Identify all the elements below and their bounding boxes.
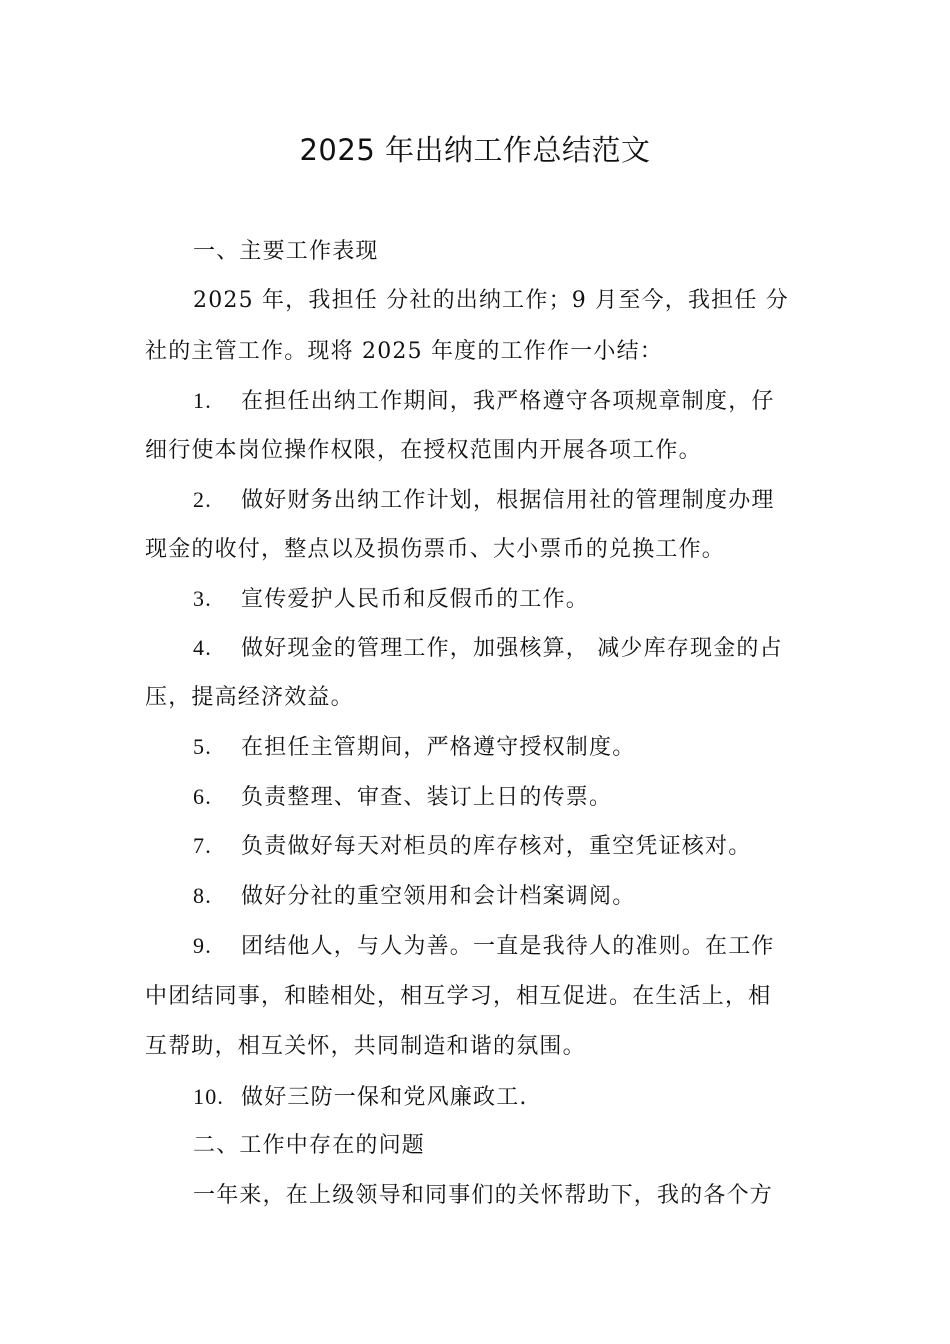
list-item-text: 负责做好每天对柜员的库存核对，重空凭证核对。 <box>241 834 752 859</box>
list-number: 6. <box>193 784 212 809</box>
list-item-text: 做好现金的管理工作，加强核算， 减少库存现金的占 <box>241 636 783 661</box>
list-number: 3. <box>193 586 212 611</box>
list-number: 9. <box>193 933 212 958</box>
list-item-text: 宣传爱护人民币和反假币的工作。 <box>241 587 590 612</box>
list-number: 1. <box>193 388 212 413</box>
list-number: 10. <box>193 1084 225 1109</box>
list-number: 8. <box>193 883 212 908</box>
list-item-text: 负责整理、审查、装订上日的传票。 <box>241 785 613 810</box>
list-item-5 <box>193 731 635 764</box>
list-item-text: 做好分社的重空领用和会计档案调阅。 <box>241 884 636 909</box>
list-item-2-cont: 现金的收付，整点以及损伤票币、大小票币的兑换工作。 <box>145 537 726 562</box>
section-heading-main-work: 一、主要工作表现 <box>193 239 379 264</box>
document-title: 2025 年出纳工作总结范文 <box>299 133 651 167</box>
list-item-7 <box>193 830 751 863</box>
intro-line-2: 社的主管工作。现将 2025 年度的工作作一小结： <box>145 339 663 364</box>
list-item-text: 做好三防一保和党风廉政工. <box>241 1085 528 1110</box>
list-item-3 <box>193 583 589 616</box>
list-item-text: 做好财务出纳工作计划，根据信用社的管理制度办理 <box>241 488 775 513</box>
list-item-8 <box>193 880 635 913</box>
list-number: 7. <box>193 833 212 858</box>
list-item-9-cont-1: 中团结同事，和睦相处，相互学习，相互促进。在生活上，相 <box>145 984 772 1009</box>
list-item-text: 团结他人，与人为善。一直是我待人的准则。在工作 <box>241 934 775 959</box>
list-item-text: 在担任出纳工作期间，我严格遵守各项规章制度，仔 <box>241 389 775 414</box>
list-item-9-cont-2: 互帮助，相互关怀，共同制造和谐的氛围。 <box>145 1034 586 1059</box>
list-item-6 <box>193 781 612 814</box>
list-item-4-cont: 压，提高经济效益。 <box>145 685 354 710</box>
list-item-10 <box>193 1081 528 1114</box>
list-item-9 <box>193 930 775 963</box>
list-item-text: 在担任主管期间，严格遵守授权制度。 <box>241 735 636 760</box>
list-item-1 <box>193 385 775 418</box>
list-item-1-cont: 细行使本岗位操作权限，在授权范围内开展各项工作。 <box>145 438 702 463</box>
section-heading-problems: 二、工作中存在的问题 <box>193 1133 426 1158</box>
list-item-2 <box>193 484 775 517</box>
list-number: 2. <box>193 487 212 512</box>
intro-line-1: 2025 年，我担任 分社的出纳工作；9 月至今，我担任 分 <box>193 288 789 313</box>
list-number: 4. <box>193 635 212 660</box>
list-item-4 <box>193 632 783 665</box>
list-number: 5. <box>193 734 212 759</box>
closing-paragraph-line: 一年来，在上级领导和同事们的关怀帮助下，我的各个方 <box>193 1183 774 1208</box>
